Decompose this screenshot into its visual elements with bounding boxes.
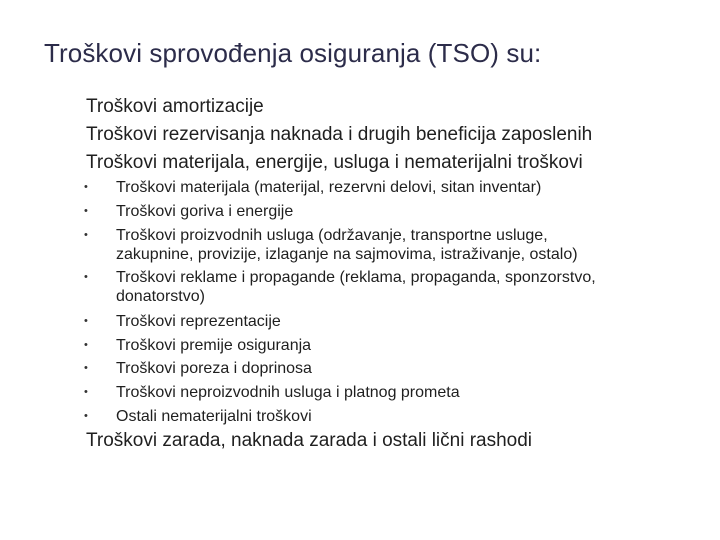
bullet-text: Troškovi materijala (materijal, rezervni delovi, sitan inventar) — [116, 179, 542, 196]
bullet-text: Troškovi reklame i propagande (reklama, propaganda, sponzorstvo, donatorstvo) — [116, 269, 596, 305]
bullet-icon: • — [84, 271, 88, 283]
slide-title: Troškovi sprovođenja osiguranja (TSO) su: — [44, 38, 542, 68]
bullet-text: Troškovi proizvodnih usluga (održavanje, transportne usluge, zakupnine, provizije, izlaganje na sajmovima, istraživanje, ostalo) — [116, 227, 578, 263]
bullet-icon: • — [84, 205, 88, 217]
bullet-icon: • — [84, 386, 88, 398]
roman-item-text: Troškovi rezervisanja naknada i drugih beneficija zaposlenih — [86, 124, 593, 145]
bullet-text: Troškovi poreza i doprinosa — [116, 360, 312, 377]
bullet-icon: • — [84, 315, 88, 327]
roman-item-text: Troškovi materijala, energije, usluga i nematerijalni troškovi — [86, 152, 583, 173]
bullet-text: Troškovi premije osiguranja — [116, 337, 312, 354]
bullet-text: Ostali nematerijalni troškovi — [116, 408, 312, 425]
roman-item-text: Troškovi amortizacije — [86, 96, 264, 117]
bullet-icon: • — [84, 362, 88, 374]
bullet-text: Troškovi neproizvodnih usluga i platnog prometa — [116, 384, 460, 401]
bullet-text: Troškovi reprezentacije — [116, 313, 281, 330]
bullet-icon: • — [84, 410, 88, 422]
bullet-icon: • — [84, 181, 88, 193]
roman-item-text: Troškovi zarada, naknada zarada i ostali lični rashodi — [86, 430, 533, 451]
bullet-icon: • — [84, 229, 88, 241]
bullet-text: Troškovi goriva i energije — [116, 203, 294, 220]
bullet-icon: • — [84, 339, 88, 351]
